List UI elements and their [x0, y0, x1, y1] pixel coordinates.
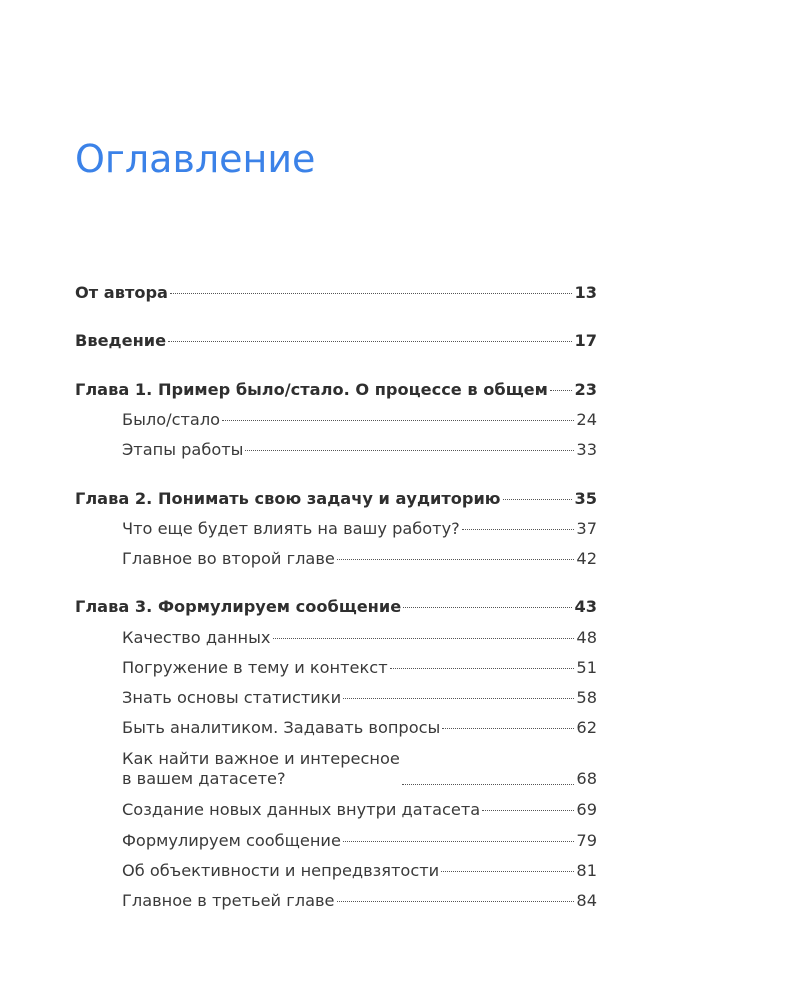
toc-entry-page: 35 — [574, 489, 597, 508]
toc-entry-label: Создание новых данных внутри датасета — [122, 800, 481, 819]
toc-entry-label: Погружение в тему и контекст — [122, 658, 388, 677]
toc-entry-page: 62 — [576, 718, 597, 737]
toc-entry-page: 58 — [576, 688, 597, 707]
toc-entry-label: Главное в третьей главе — [122, 891, 335, 910]
toc-entry-label: Об объективности и непредвзятости — [122, 861, 440, 880]
toc-entry-section[interactable] — [122, 440, 597, 460]
toc-entry-section[interactable] — [122, 658, 597, 678]
toc-entry-label: Было/стало — [122, 410, 221, 429]
toc-entry-page: 48 — [576, 628, 597, 647]
toc-entry-label: Глава 1. Пример было/стало. О процессе в общем — [75, 380, 548, 399]
toc-entry-chapter-3[interactable] — [75, 597, 597, 617]
toc-entry-page: 69 — [576, 800, 597, 819]
toc-entry-section[interactable] — [122, 410, 597, 430]
toc-entry-from-author[interactable] — [75, 283, 597, 303]
dot-leader — [168, 341, 572, 342]
toc-entry-label: Этапы работы — [122, 440, 244, 459]
dot-leader — [482, 810, 574, 811]
toc-entry-page: 13 — [574, 283, 597, 302]
toc-entry-section[interactable] — [122, 749, 597, 789]
toc-entry-section[interactable] — [122, 519, 597, 539]
toc-entry-label: Что еще будет влиять на вашу работу? — [122, 519, 460, 538]
toc-entry-label: От автора — [75, 283, 168, 302]
toc-entry-label: Формулируем сообщение — [122, 831, 341, 850]
dot-leader — [441, 871, 574, 872]
toc-entry-section[interactable] — [122, 688, 597, 708]
dot-leader — [337, 901, 575, 902]
toc-entry-label: Глава 2. Понимать свою задачу и аудиторию — [75, 489, 501, 508]
toc-entry-page: 23 — [574, 380, 597, 399]
toc-entry-page: 24 — [576, 410, 597, 429]
toc-entry-label-line: в вашем датасете? — [122, 769, 286, 788]
toc-entry-label: Глава 3. Формулируем сообщение — [75, 597, 402, 616]
dot-leader — [390, 668, 575, 669]
toc-entry-section[interactable] — [122, 861, 597, 881]
dot-leader — [462, 529, 575, 530]
dot-leader — [222, 420, 574, 421]
dot-leader — [170, 293, 573, 294]
dot-leader — [343, 698, 574, 699]
toc-entry-label: Качество данных — [122, 628, 271, 647]
toc-entry-section[interactable] — [122, 549, 597, 569]
toc-entry-label-line: Как найти важное и интересное — [122, 749, 400, 768]
dot-leader — [337, 559, 575, 560]
toc-entry-page: 42 — [576, 549, 597, 568]
dot-leader — [503, 499, 573, 500]
toc-entry-page: 84 — [576, 891, 597, 910]
toc-entry-section[interactable] — [122, 891, 597, 911]
dot-leader — [343, 841, 574, 842]
toc-entry-chapter-2[interactable] — [75, 489, 597, 509]
dot-leader — [403, 607, 572, 608]
toc-entry-section[interactable] — [122, 718, 597, 738]
toc-entry-page: 81 — [576, 861, 597, 880]
dot-leader — [550, 390, 573, 391]
toc-entry-label: Главное во второй главе — [122, 549, 335, 568]
toc-entry-page: 17 — [574, 331, 597, 350]
dot-leader — [402, 784, 575, 785]
dot-leader — [245, 450, 574, 451]
toc-entry-section[interactable] — [122, 800, 597, 820]
toc-entry-label — [122, 749, 400, 789]
dot-leader — [273, 638, 575, 639]
toc-entry-introduction[interactable] — [75, 331, 597, 351]
toc-entry-label: Быть аналитиком. Задавать вопросы — [122, 718, 441, 737]
toc-entry-page: 68 — [576, 769, 597, 788]
toc-entry-label: Знать основы статистики — [122, 688, 342, 707]
toc-entry-page: 51 — [576, 658, 597, 677]
toc-entry-chapter-1[interactable] — [75, 380, 597, 400]
toc-entry-page: 79 — [576, 831, 597, 850]
page-title: Оглавление — [75, 137, 316, 181]
toc-entry-section[interactable] — [122, 628, 597, 648]
toc-entry-page: 43 — [574, 597, 597, 616]
toc-entry-page: 37 — [576, 519, 597, 538]
toc-entry-label: Введение — [75, 331, 167, 350]
toc-entry-section[interactable] — [122, 831, 597, 851]
dot-leader — [442, 728, 574, 729]
toc-entry-page: 33 — [576, 440, 597, 459]
